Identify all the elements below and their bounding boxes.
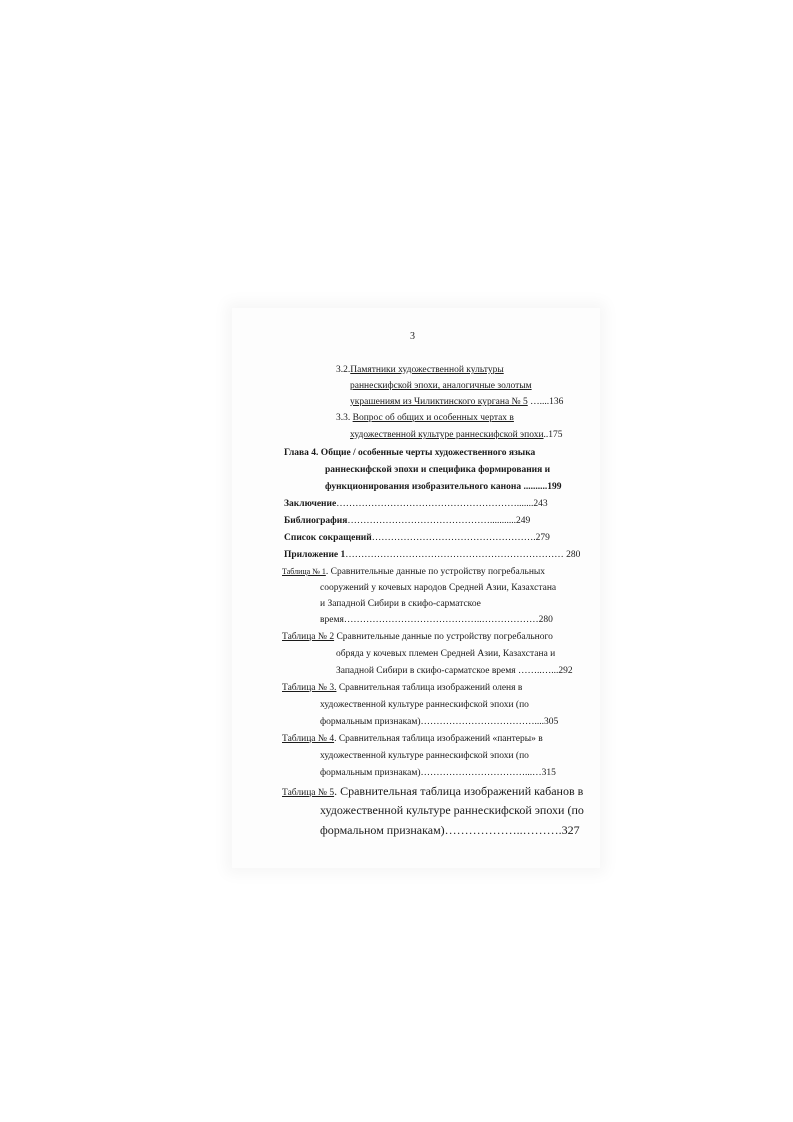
toc-table-title: Сравнительные данные по устройству погребального <box>334 632 553 642</box>
toc-table-line: художественной культуре раннескифской эпохи (по <box>320 803 584 817</box>
toc-table-title: . Сравнительная таблица изображений «пантеры» в <box>334 734 543 744</box>
toc-table-line: Западной Сибири в скифо-сарматское время ……..…...292 <box>336 666 573 676</box>
toc-table-title: . Сравнительные данные по устройству погребальных <box>325 567 546 577</box>
toc-table-line: художественной культуре раннескифской эпохи (по <box>320 751 529 761</box>
toc-entry-page: ………………………………………………….......243 <box>336 499 548 509</box>
toc-entry-title: Памятники художественной культуры <box>350 365 504 375</box>
toc-table-2 <box>282 631 553 643</box>
toc-entry-number: 3.3. <box>336 413 353 423</box>
toc-chapter-line: раннескифской эпохи и специфика формирования и <box>325 465 551 475</box>
toc-entry-number: 3.2. <box>336 365 351 375</box>
toc-chapter-line: функционирования изобразительного канона ..........199 <box>325 482 562 492</box>
toc-entry-title: Приложение 1 <box>284 550 346 560</box>
toc-entry-title: Библиография <box>284 516 348 526</box>
toc-entry-bibliography <box>284 515 530 527</box>
toc-table-line: формальным признакам)……………………………...…315 <box>320 768 556 778</box>
toc-table-line: формальным признакам)………………………………....305 <box>320 717 559 727</box>
toc-table-line: время……………………………………..………………280 <box>320 615 553 625</box>
toc-entry-page: …....136 <box>527 397 564 407</box>
toc-entry-line <box>350 429 563 441</box>
toc-entry-3-2 <box>336 364 504 376</box>
page-number: 3 <box>410 331 415 342</box>
toc-table-line: художественной культуре раннескифской эпохи (по <box>320 700 529 710</box>
toc-entry-page: …………………………………………………………… 280 <box>345 550 581 560</box>
toc-entry-3-3 <box>336 412 514 424</box>
toc-table-line: обряда у кочевых племен Средней Азии, Казахстана и <box>336 649 556 659</box>
toc-entry-text: украшениям из Чиликтинского кургана № 5 <box>350 397 528 407</box>
toc-table-title: Сравнительная таблица изображений оленя в <box>336 683 523 693</box>
toc-table-label: Таблица № 3. <box>282 683 337 693</box>
toc-table-label: Таблица № 4 <box>282 734 335 744</box>
toc-table-line: формальном признакам)………………..……….327 <box>320 823 580 837</box>
toc-entry-title: Список сокращений <box>284 533 372 543</box>
toc-table-label: Таблица № 5 <box>282 788 335 798</box>
toc-entry-page: …………………………………………….279 <box>371 533 550 543</box>
toc-table-title: . Сравнительная таблица изображений кабанов в <box>334 784 584 798</box>
toc-entry-text: художественной культуре раннескифской эпохи <box>350 430 544 440</box>
toc-table-label: Таблица № 2 <box>282 632 335 642</box>
toc-entry-title: Вопрос об общих и особенных чертах в <box>352 413 514 423</box>
toc-entry-page: ………………………………………...........249 <box>347 516 531 526</box>
toc-entry-page: ..175 <box>543 430 563 440</box>
toc-chapter-4: Глава 4. Общие / особенные черты художественного языка <box>284 448 536 458</box>
toc-table-3 <box>282 682 522 694</box>
toc-table-line: и Западной Сибири в скифо-сарматское <box>320 599 481 609</box>
toc-entry-title: Заключение <box>284 499 337 509</box>
toc-entry-line: раннескифской эпохи, аналогичные золотым <box>350 381 532 391</box>
toc-entry-line <box>350 396 563 408</box>
toc-table-line: сооружений у кочевых народов Средней Азии, Казахстана <box>320 583 557 593</box>
toc-entry-conclusion <box>284 498 548 510</box>
toc-table-4 <box>282 733 543 745</box>
toc-table-5 <box>282 784 583 799</box>
toc-table-1 <box>282 566 545 578</box>
toc-table-label: Таблица № 1 <box>282 567 326 576</box>
toc-entry-appendix <box>284 549 580 561</box>
toc-entry-abbreviations <box>284 532 550 544</box>
